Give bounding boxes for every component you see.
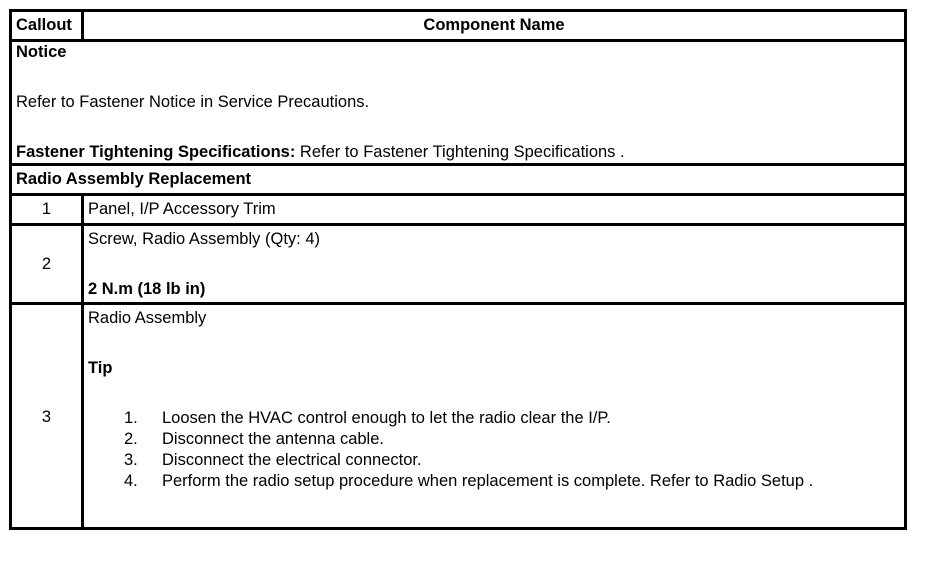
- component-name-1: Panel, I/P Accessory Trim: [83, 195, 906, 225]
- notice-row: [11, 41, 906, 165]
- step-number: 2.: [124, 430, 138, 448]
- callout-1: 1: [11, 195, 83, 225]
- list-item: [88, 408, 900, 429]
- notice-text: Refer to Fastener Notice in Service Precautions.: [16, 93, 370, 111]
- callout-2: 2: [11, 225, 83, 304]
- header-callout: Callout: [11, 11, 83, 41]
- component-cell-2: [83, 225, 906, 304]
- list-item: [88, 450, 900, 471]
- fastener-spec-label: Fastener Tightening Specifications:: [16, 143, 296, 161]
- component-name-3: Radio Assembly: [88, 309, 207, 327]
- table-row: [11, 304, 906, 529]
- fastener-spec-text: Refer to Fastener Tightening Specifications .: [295, 143, 625, 161]
- step-number: 3.: [124, 451, 138, 469]
- header-component-name: Component Name: [83, 11, 906, 41]
- section-row: [11, 165, 906, 195]
- notice-cell: [11, 41, 906, 165]
- header-row: [11, 11, 906, 41]
- callout-3: 3: [11, 304, 83, 529]
- list-item: [88, 429, 900, 450]
- tip-steps: [88, 408, 900, 492]
- step-number: 1.: [124, 409, 138, 427]
- table-row: [11, 225, 906, 304]
- table-row: [11, 195, 906, 225]
- torque-spec: 2 N.m (18 lb in): [88, 280, 206, 298]
- fastener-spec-line: [16, 142, 900, 163]
- component-cell-3: [83, 304, 906, 529]
- component-table: [9, 9, 907, 530]
- notice-title: Notice: [16, 43, 67, 61]
- step-number: 4.: [124, 472, 138, 490]
- step-text: Disconnect the antenna cable.: [162, 430, 384, 448]
- step-text: Loosen the HVAC control enough to let the radio clear the I/P.: [162, 409, 611, 427]
- section-title: Radio Assembly Replacement: [11, 165, 906, 195]
- tip-label: Tip: [88, 359, 113, 377]
- component-name-2: Screw, Radio Assembly (Qty: 4): [88, 230, 320, 248]
- step-text: Perform the radio setup procedure when replacement is complete. Refer to Radio Setup .: [162, 472, 814, 490]
- list-item: [88, 471, 900, 492]
- step-text: Disconnect the electrical connector.: [162, 451, 422, 469]
